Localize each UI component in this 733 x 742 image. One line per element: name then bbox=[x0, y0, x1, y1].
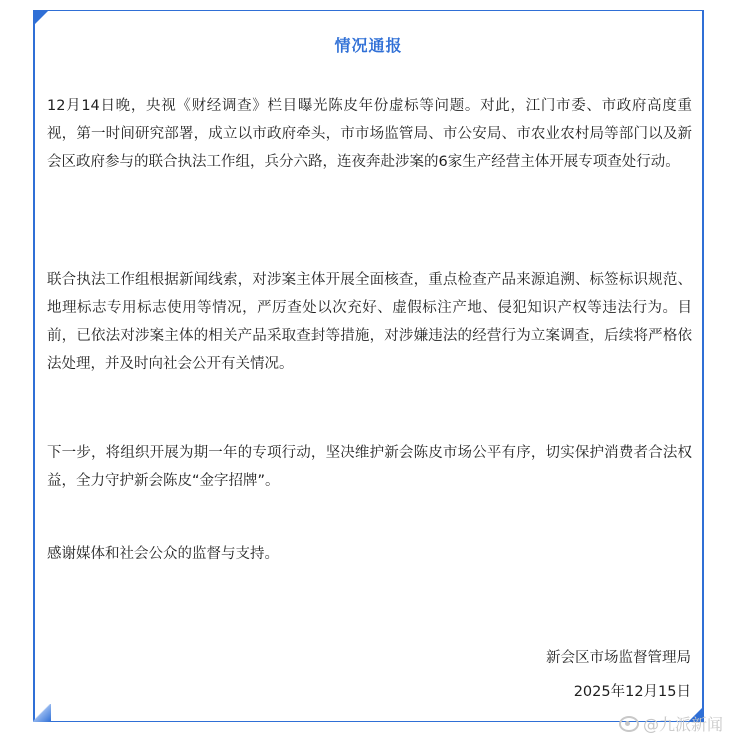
notice-title: 情况通报 bbox=[334, 36, 403, 55]
weibo-logo-icon bbox=[619, 716, 639, 732]
corner-decoration-bottom-left bbox=[33, 704, 51, 722]
corner-decoration-top-left bbox=[33, 10, 49, 26]
watermark-text: @九派新闻 bbox=[642, 715, 723, 734]
paragraph-2: 联合执法工作组根据新闻线索，对涉案主体开展全面核查，重点检查产品来源追溯、标签标识规范、地理标志专用标志使用等情况，严厉查处以次充好、虚假标注产地、侵犯知识产权等违法行为。目前，已依法对涉案主体的相关产品采取查封等措施，对涉嫌违法的经营行为立案调查，后续将严格依法处理，并及时向社会公开有关情况。 bbox=[47, 272, 692, 372]
issuer-signature: 新会区市场监督管理局 bbox=[546, 650, 691, 666]
watermark bbox=[619, 712, 723, 735]
paragraph-1: 12月14日晚，央视《财经调查》栏目曝光陈皮年份虚标等问题。对此，江门市委、市政府高度重视，第一时间研究部署，成立以市政府牵头，市市场监管局、市公安局、市农业农村局等部门以及新会区政府参与的联合执法工作组，兵分六路，连夜奔赴涉案的6家生产经营主体开展专项查处行动。 bbox=[47, 98, 692, 170]
issue-date: 2025年12月15日 bbox=[573, 684, 691, 700]
paragraph-3: 下一步，将组织开展为期一年的专项行动，坚决维护新会陈皮市场公平有序，切实保护消费者合法权益，全力守护新会陈皮“金字招牌”。 bbox=[47, 445, 692, 489]
paragraph-4: 感谢媒体和社会公众的监督与支持。 bbox=[47, 546, 279, 562]
